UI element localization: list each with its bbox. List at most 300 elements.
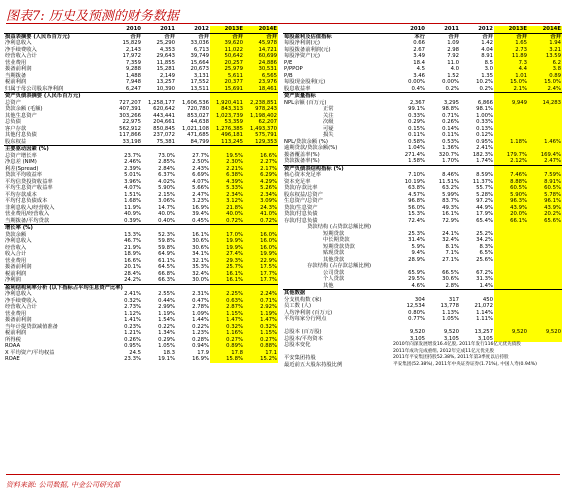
right-cell: 7.92	[447, 53, 459, 59]
left-cell: 978,243	[244, 106, 278, 113]
left-cell: 0.26%	[124, 336, 141, 343]
left-cell	[210, 284, 244, 291]
right-row-label: NPL/贷款余额 (%)	[284, 138, 328, 145]
right-cell: 4.5	[416, 66, 425, 72]
left-cell: 0.27%	[244, 337, 278, 344]
right-cell: 2.73	[494, 47, 528, 54]
right-cell: 0.2%	[445, 85, 459, 92]
right-cell: 2,367	[409, 99, 425, 106]
left-cell: 41.0%	[244, 211, 278, 218]
right-cell: 0.33%	[476, 119, 493, 125]
right-cell: 13.59	[528, 53, 562, 60]
left-cell: 1.44%	[192, 317, 209, 323]
left-row-label: 净手续费收入	[5, 297, 37, 304]
left-cell: 3.06%	[158, 198, 175, 204]
left-cell: 17.8	[210, 350, 244, 357]
left-row-label: 主要驱动因素 (%)	[4, 146, 108, 153]
right-cell: 0.14%	[442, 125, 459, 132]
left-cell: 11.9%	[124, 204, 141, 211]
right-row-label: 贷款/生息资产	[284, 204, 318, 211]
right-cell: 11.89	[494, 53, 528, 60]
left-cell: 20.1%	[124, 264, 141, 270]
left-row-label: 拨备前利润	[5, 317, 32, 323]
right-cell: 3.8	[528, 66, 562, 73]
right-cell: 1.52	[447, 72, 459, 79]
right-cell: 18.4	[413, 59, 425, 66]
right-cell: 12,534	[406, 303, 425, 309]
left-cell: 2.24%	[244, 291, 278, 298]
left-row-label: 总负债	[5, 119, 21, 125]
left-header-year: 2012	[194, 26, 209, 32]
left-cell: 0.40%	[158, 217, 175, 224]
right-cell: 1.74%	[476, 158, 493, 164]
left-cell: 0.22%	[192, 323, 209, 330]
right-cell: 67.2%	[476, 269, 493, 276]
left-row-label: 经营收入	[5, 244, 27, 251]
right-cell: 1.18%	[494, 139, 528, 146]
right-header-year: 2014E	[528, 26, 562, 33]
right-cell: 32.4%	[442, 237, 459, 243]
left-cell: 1.09%	[192, 310, 209, 317]
left-cell: 204,661	[153, 119, 175, 125]
right-cell: 0.33%	[408, 112, 425, 119]
right-cell: 合并	[460, 33, 494, 40]
right-cell: 0.95%	[476, 138, 493, 145]
left-cell: 11,855	[156, 59, 175, 66]
left-cell: 16.1%	[210, 277, 244, 284]
left-cell: 40.0%	[158, 211, 175, 217]
right-cell: 98.1%	[476, 106, 493, 112]
left-cell: 2.99%	[158, 304, 175, 310]
left-cell: 0.27%	[210, 337, 244, 344]
left-cell: 23.7%	[124, 152, 141, 159]
right-cell: 3,105	[409, 335, 425, 342]
right-cell: 4.57%	[408, 191, 425, 198]
left-cell: 13.3%	[124, 231, 141, 238]
right-row-label: 平均每家分行网点	[284, 316, 327, 322]
left-cell	[176, 284, 210, 291]
right-row-label: 生息资产/总资产	[284, 198, 323, 204]
left-row-label: 归属于母公司股东净利润	[5, 85, 64, 92]
left-cell: 64.9%	[158, 251, 175, 257]
left-row-label: 股东权益	[5, 138, 27, 145]
left-cell: 15,281	[156, 66, 175, 72]
left-row-label: 净利息收入	[5, 291, 32, 297]
left-cell: 0.95%	[124, 343, 141, 349]
left-cell: 18.3	[163, 349, 175, 356]
right-cell: 44.9%	[476, 204, 493, 211]
left-cell: 16.9%	[192, 356, 209, 362]
right-row-label: 股息收益率	[284, 85, 311, 92]
left-cell: 3,131	[193, 72, 209, 79]
left-cell: 合并	[210, 33, 244, 40]
right-row-label: 资本充足率	[284, 178, 311, 185]
left-cell	[142, 93, 176, 100]
left-financial-table	[4, 26, 278, 363]
right-cell: 9,520	[528, 329, 562, 336]
right-cell: 96.3%	[494, 198, 528, 205]
left-cell: 17.7%	[244, 277, 278, 284]
left-row-label: 净手续费收入	[5, 46, 37, 53]
left-row-label: 贷款余额 (毛额)	[5, 106, 43, 112]
left-cell: 1.34%	[158, 330, 175, 336]
right-row-label: 每股盈利及估值指标	[283, 33, 392, 40]
right-cell: 1.01	[494, 73, 528, 80]
right-cell: 30.6%	[442, 276, 459, 282]
left-cell: 84,799	[190, 138, 209, 145]
right-row-label: 核心资本充足率	[284, 172, 322, 178]
right-cell	[460, 290, 494, 297]
right-cell: 8.3%	[479, 243, 493, 250]
left-cell: 843,313	[210, 106, 244, 113]
left-cell: 15,691	[210, 86, 244, 93]
right-cell: 1.94	[528, 40, 562, 47]
right-cell: 98.8%	[442, 106, 459, 112]
right-row-label: 分支机构数 (家)	[284, 296, 322, 303]
left-cell: 39.4%	[192, 211, 209, 217]
right-cell: 56.0%	[408, 204, 425, 211]
right-row-label: 存款/付息负债	[284, 217, 318, 224]
page-title: 图表7: 历史及预测的财务数据	[6, 9, 179, 24]
left-row-label: 所得税	[5, 336, 21, 343]
left-row-label: 收入合计	[5, 251, 27, 257]
right-cell: 0.58%	[408, 138, 425, 145]
left-cell: 4.07%	[124, 185, 141, 191]
right-row-label: 人均净利润 (百万元)	[284, 309, 333, 316]
left-cell: 16.1%	[192, 231, 209, 238]
right-cell: 3,105	[443, 335, 459, 342]
right-row-label: 贴现贷款	[323, 250, 345, 256]
right-cell: 11.51%	[438, 178, 459, 185]
left-cell: 4.39%	[210, 179, 244, 186]
left-cell: 575,791	[244, 132, 278, 139]
left-cell: 1,198,402	[244, 113, 278, 120]
left-cell: 117,866	[119, 132, 141, 138]
right-cell: 5.99%	[442, 191, 459, 198]
left-cell: 620,642	[153, 106, 175, 112]
right-cell: 8.1%	[445, 243, 459, 250]
left-cell: 6.29%	[244, 172, 278, 179]
left-cell: 7,359	[125, 59, 141, 66]
left-row	[4, 93, 278, 100]
left-cell: 21.9%	[124, 244, 141, 251]
left-row-label: 拨备前利润	[5, 66, 32, 72]
left-cell: 14.7%	[158, 204, 175, 211]
right-cell: 1.13%	[442, 309, 459, 316]
left-cell: 40.0%	[210, 211, 244, 218]
left-cell: 66.3%	[158, 277, 175, 283]
right-cell: 31.3%	[476, 276, 493, 282]
right-row-label: 其他贷款	[323, 256, 345, 263]
right-row-label: 次级	[323, 119, 334, 125]
right-cell: 5.90%	[494, 192, 528, 199]
left-cell	[176, 93, 210, 100]
right-cell: 0.26%	[442, 119, 459, 125]
left-cell: 2.41%	[124, 291, 141, 297]
right-cell: 0.11%	[408, 132, 425, 138]
right-header-year: 2010	[410, 26, 425, 32]
right-cell: 8.91%	[528, 179, 562, 186]
left-cell: 1.05%	[158, 343, 175, 349]
left-cell: 25.7%	[210, 264, 244, 271]
right-row-label: P/E	[284, 59, 293, 66]
right-cell: 99.1%	[408, 106, 425, 112]
left-cell: 407,391	[119, 106, 141, 112]
left-cell: 1.68%	[124, 198, 141, 204]
right-cell: 66.5%	[442, 269, 459, 276]
right-cell	[528, 93, 562, 100]
right-cell: 63.2%	[442, 185, 459, 191]
left-row-label: 营业费用	[5, 59, 27, 66]
right-note-text: 2011年成功完成重组, 2012年完成11亿元优先股	[393, 348, 495, 354]
right-cell: 3,295	[443, 99, 459, 106]
left-cell: 2.43%	[192, 165, 209, 172]
right-note-text: 2010年向深发展增发16.4亿股, 2011年发行116亿元优先债股	[393, 342, 521, 347]
left-header-row	[4, 26, 278, 33]
right-cell: 25.2%	[476, 230, 493, 237]
right-cell: 1.4%	[479, 282, 493, 289]
left-header-year: 2011	[160, 26, 175, 32]
left-cell: 0.29%	[158, 336, 175, 343]
left-cell: 19.9%	[210, 238, 244, 245]
left-cell	[142, 146, 176, 153]
right-row-label: 每股净利润(元)	[284, 40, 320, 46]
right-cell: 6.5%	[479, 250, 493, 256]
left-cell: 39,620	[210, 40, 244, 47]
right-row-label: 关注	[323, 112, 334, 119]
right-cell: 3.21	[528, 47, 562, 54]
left-cell: 75,381	[156, 138, 175, 145]
right-row-label: 资产负债表结构指标 (%)	[283, 165, 392, 172]
right-cell: 0.12%	[476, 132, 493, 138]
left-cell: 720,780	[187, 106, 209, 112]
right-cell	[392, 290, 426, 297]
right-row-label: 贷款/存款比率	[284, 185, 318, 191]
left-cell: 0.44%	[158, 297, 175, 304]
right-row-label: 每股净资产(元)	[284, 53, 320, 59]
left-cell: 2.21%	[210, 166, 244, 173]
left-cell: 0.71%	[244, 298, 278, 305]
left-cell: 1,023,739	[210, 113, 244, 120]
right-row-label: 正常	[323, 106, 334, 112]
left-cell: 0.94%	[192, 343, 209, 349]
left-cell: 2.85%	[158, 159, 175, 165]
right-cell: 8.91	[481, 53, 493, 59]
right-cell: 8.46%	[442, 172, 459, 178]
left-cell: 2.17%	[244, 166, 278, 173]
left-header-year: 2010	[126, 26, 141, 32]
right-note-text: 平安集团(52.38%), 2011年中央证券证券(1.71%), 中国人寿(0.94%)	[393, 361, 537, 367]
left-cell: 1.47%	[210, 317, 244, 324]
left-row	[4, 33, 278, 40]
left-cell: 0.32%	[124, 297, 141, 304]
right-cell: 1.04%	[408, 145, 425, 151]
right-cell: 2.4%	[528, 86, 562, 93]
left-cell: 40.9%	[124, 211, 141, 217]
right-cell: 0.77%	[408, 316, 425, 322]
right-cell: 6.2	[528, 60, 562, 67]
left-cell: 24.5	[129, 349, 141, 356]
left-row-label: 当年计提贷款减值准备	[5, 323, 58, 330]
left-cell: 1,920,411	[210, 100, 244, 107]
right-row-label: NPL余额 (百万元)	[284, 99, 327, 106]
left-cell	[108, 225, 142, 232]
left-cell: 129,353	[244, 139, 278, 146]
right-row-label: P/PPOP	[284, 66, 303, 72]
right-cell	[426, 93, 460, 100]
left-cell: 18,461	[244, 86, 278, 93]
right-cell: 25.3%	[408, 230, 425, 237]
left-cell: 30.6%	[192, 238, 209, 244]
left-cell: 17.0%	[210, 232, 244, 239]
source-note: 资料来源: 公司数据, 中金公司研究部	[6, 481, 121, 489]
right-row-label: 存款结构 (占存款总额比例)	[307, 263, 372, 269]
left-cell: 46.7%	[124, 238, 141, 244]
right-cell: 72.4%	[408, 217, 425, 224]
left-cell: 0.32%	[210, 324, 244, 331]
left-cell: 2,238,851	[244, 100, 278, 107]
left-row-label: 拨备前利润	[5, 264, 32, 270]
left-row-label: 税前利润	[5, 270, 27, 277]
right-cell: 8.88%	[494, 179, 528, 186]
left-row-label: 税前利润	[5, 79, 27, 85]
left-cell	[244, 93, 278, 100]
right-cell: 96.1%	[528, 198, 562, 205]
left-cell	[244, 146, 278, 153]
left-cell: 16.6%	[124, 257, 141, 264]
left-cell	[176, 146, 210, 153]
left-cell: 113,245	[210, 139, 244, 146]
left-row-label: 客户存款	[5, 125, 27, 132]
right-cell: 0.71%	[442, 112, 459, 119]
right-cell: 317	[448, 296, 459, 303]
right-cell	[528, 165, 562, 172]
right-cell: 60.5%	[494, 185, 528, 192]
left-cell: 850,845	[153, 125, 175, 132]
right-cell: 13,257	[474, 329, 493, 335]
right-cell: 0.89	[528, 73, 562, 80]
left-cell: 34.1%	[192, 251, 209, 257]
right-header-year: 2012	[478, 26, 493, 32]
right-cell: 15.0%	[528, 79, 562, 86]
left-cell: 1.41%	[124, 317, 141, 323]
right-cell	[392, 165, 426, 172]
left-row	[4, 277, 278, 284]
left-cell: 2.27%	[244, 159, 278, 166]
left-cell: 1,606,536	[182, 99, 209, 106]
right-cell: 6,866	[477, 99, 493, 106]
left-cell: 9,288	[125, 66, 141, 72]
right-cell: 9,520	[494, 329, 528, 336]
left-cell: 24.2%	[124, 277, 141, 283]
left-cell: 5.90%	[158, 185, 175, 191]
left-cell: 17.1	[244, 350, 278, 357]
right-row	[283, 93, 562, 100]
right-cell: 16.1%	[442, 211, 459, 217]
left-row	[4, 284, 278, 291]
left-row-label: 当期拨备/平均贷款	[5, 217, 50, 224]
left-cell: 17,972	[122, 53, 141, 59]
left-cell	[210, 93, 244, 100]
right-cell: 0.29%	[408, 119, 425, 125]
left-row-label: 营业费用/经营收入	[5, 211, 50, 217]
right-cell: 8.5	[484, 59, 493, 66]
left-cell: 33,036	[190, 40, 209, 46]
right-cell: 1.70%	[442, 158, 459, 164]
left-cell: 52.3%	[158, 231, 175, 238]
right-cell: 5.28%	[476, 191, 493, 198]
left-row	[4, 146, 278, 153]
left-cell: 6,565	[244, 73, 278, 80]
right-row-label: 短期贷款	[323, 230, 345, 237]
left-cell: 15.2%	[244, 356, 278, 363]
left-cell: 2.34%	[210, 192, 244, 199]
left-cell: 853,027	[187, 112, 209, 119]
right-cell: 1.05%	[442, 316, 459, 322]
right-cell: 0.13%	[476, 125, 493, 132]
right-cell: 9,949	[494, 100, 528, 107]
left-cell: 5.66%	[192, 185, 209, 191]
right-cell: 1.14%	[476, 309, 493, 316]
left-cell: 19.9%	[244, 251, 278, 258]
left-cell	[210, 225, 244, 232]
left-cell	[108, 93, 142, 100]
left-cell: 5.01%	[124, 172, 141, 178]
left-cell: 29,643	[156, 53, 175, 59]
right-cell: 1.36%	[442, 145, 459, 151]
left-cell: 2.46%	[124, 159, 141, 165]
left-cell: 16.1%	[210, 271, 244, 278]
left-row-label: 增长率 (%)	[4, 225, 108, 232]
left-cell: 1.15%	[210, 311, 244, 318]
right-note-label: 最近前五大股东持股比例	[284, 361, 343, 368]
left-cell: 2.34%	[244, 192, 278, 199]
right-cell: 10.2%	[476, 79, 493, 85]
right-row-label: 每股现金股利(元)	[284, 79, 326, 85]
left-cell: 16.6%	[244, 153, 278, 160]
left-cell: 14,721	[244, 47, 278, 54]
left-cell: 0.88%	[244, 343, 278, 350]
title-rule	[6, 23, 560, 24]
right-cell: 7.59%	[528, 172, 562, 179]
right-cell: 28.9%	[408, 256, 425, 263]
left-row-label: 损益表摘要 (人民币百万元)	[4, 33, 108, 40]
right-cell: 15.0%	[494, 79, 528, 86]
right-cell: 20.0%	[494, 211, 528, 218]
left-row-label: 盈利结构利率分析 (以下指标占平均生息资产比率)	[5, 284, 123, 291]
left-cell: 23.3%	[124, 356, 141, 362]
right-row-label: 其他	[323, 282, 334, 289]
right-cell: 2.41%	[476, 145, 493, 151]
left-cell: 50,642	[210, 53, 244, 60]
left-cell: 496,181	[210, 132, 244, 139]
right-cell: 2.67	[413, 46, 425, 53]
left-cell: 27.7%	[192, 152, 209, 159]
right-cell: 182.3%	[472, 151, 493, 158]
left-cell: 6.69%	[192, 172, 209, 178]
right-note-label: 平安集团持股	[284, 355, 316, 361]
left-cell: 32.4%	[192, 270, 209, 277]
right-cell: 169.4%	[528, 152, 562, 159]
left-cell: 2.73%	[124, 304, 141, 310]
right-row-label: 短期贷款贷款	[323, 243, 355, 250]
left-row-label: 平均存款成本	[5, 191, 37, 198]
left-cell: 59.8%	[158, 238, 175, 244]
right-cell: 96.8%	[408, 198, 425, 204]
left-cell: 3.12%	[210, 198, 244, 205]
left-row-label: 营业费用	[5, 257, 27, 264]
right-cell: 15.3%	[408, 211, 425, 217]
